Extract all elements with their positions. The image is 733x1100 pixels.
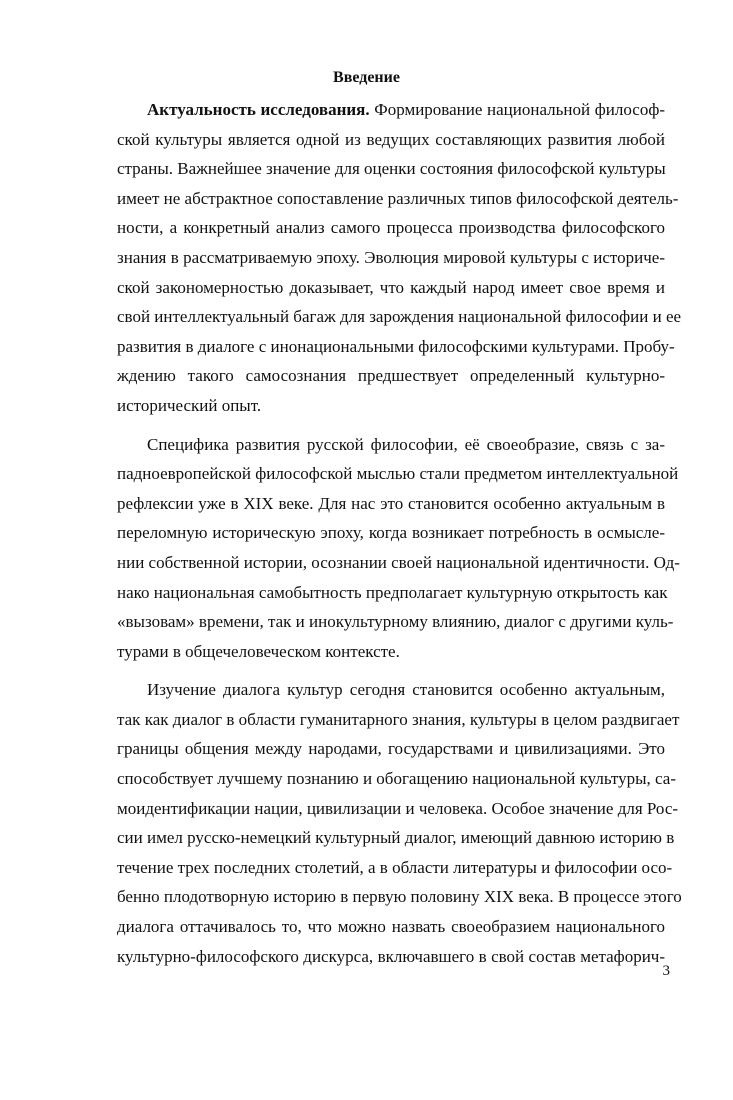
paragraph-line: нии собственной истории, осознании своей национальной идентичности. Од- [117, 552, 680, 572]
paragraph-line: падноевропейской философской мыслью стали предметом интеллектуальной [117, 464, 679, 484]
paragraph-line: «вызовам» времени, так и инокультурному влиянию, диалог с другими куль- [117, 612, 674, 632]
paragraph-line: способствует лучшему познанию и обогащению национальной культуры, са- [117, 769, 677, 789]
paragraph-line: культурно-философского дискурса, включавшего в свой состав метафорич- [117, 946, 665, 966]
paragraph-line: переломную историческую эпоху, когда возникает потребность в осмысле- [117, 523, 665, 543]
paragraph-line: ской закономерностью доказывает, что каждый народ имеет свое время и [117, 277, 665, 297]
paragraph-line: бенно плодотворную историю в первую половину XIX века. В процессе этого [117, 887, 682, 907]
paragraph-relevance [117, 95, 682, 421]
paragraph-line: ждению такого самосознания предшествует определенный культурно- [117, 366, 665, 386]
page-title: Введение [333, 69, 400, 86]
paragraph-line: ской культуры является одной из ведущих составляющих развития любой [117, 129, 665, 149]
line-text: Формирование национальной философ- [369, 100, 665, 119]
paragraph-line: нако национальная самобытность предполагает культурную открытость как [117, 582, 668, 602]
paragraph-line: развития в диалоге с инонациональными философскими культурами. Пробу- [117, 336, 675, 356]
page-number: 3 [662, 963, 670, 979]
document-body [117, 95, 682, 980]
paragraph-line: моидентификации нации, цивилизации и человека. Особое значение для Рос- [117, 798, 679, 818]
paragraph-line: течение трех последних столетий, а в области литературы и философии осо- [117, 857, 673, 877]
paragraph-dialogue-of-cultures [117, 675, 682, 971]
paragraph-line: Специфика развития русской философии, её своеобразие, связь с за- [147, 434, 665, 454]
paragraph-line: ности, а конкретный анализ самого процесса производства философского [117, 218, 665, 238]
paragraph-line: рефлексии уже в XIX веке. Для нас это становится особенно актуальным в [117, 493, 665, 513]
paragraph-line: сии имел русско-немецкий культурный диалог, имеющий давнюю историю в [117, 828, 675, 848]
paragraph-line: Изучение диалога культур сегодня становится особенно актуальным, [147, 680, 665, 700]
paragraph-line: знания в рассматриваемую эпоху. Эволюция мировой культуры с историче- [117, 247, 665, 267]
paragraph-line: турами в общечеловеческом контексте. [117, 641, 400, 661]
paragraph-line: границы общения между народами, государствами и цивилизациями. Это [117, 739, 665, 759]
paragraph-line: страны. Важнейшее значение для оценки состояния философской культуры [117, 159, 666, 179]
paragraph-line [117, 95, 665, 125]
paragraph-russian-philosophy [117, 430, 680, 667]
paragraph-line: исторический опыт. [117, 395, 262, 415]
lead-phrase: Актуальность исследования. [147, 100, 370, 119]
paragraph-line: имеет не абстрактное сопоставление различных типов философской деятель- [117, 188, 679, 208]
paragraph-line: свой интеллектуальный багаж для зарождения национальной философии и ее [117, 307, 682, 327]
paragraph-line: так как диалог в области гуманитарного знания, культуры в целом раздвигает [117, 709, 680, 729]
paragraph-line: диалога оттачивалось то, что можно назвать своеобразием национального [117, 917, 665, 937]
